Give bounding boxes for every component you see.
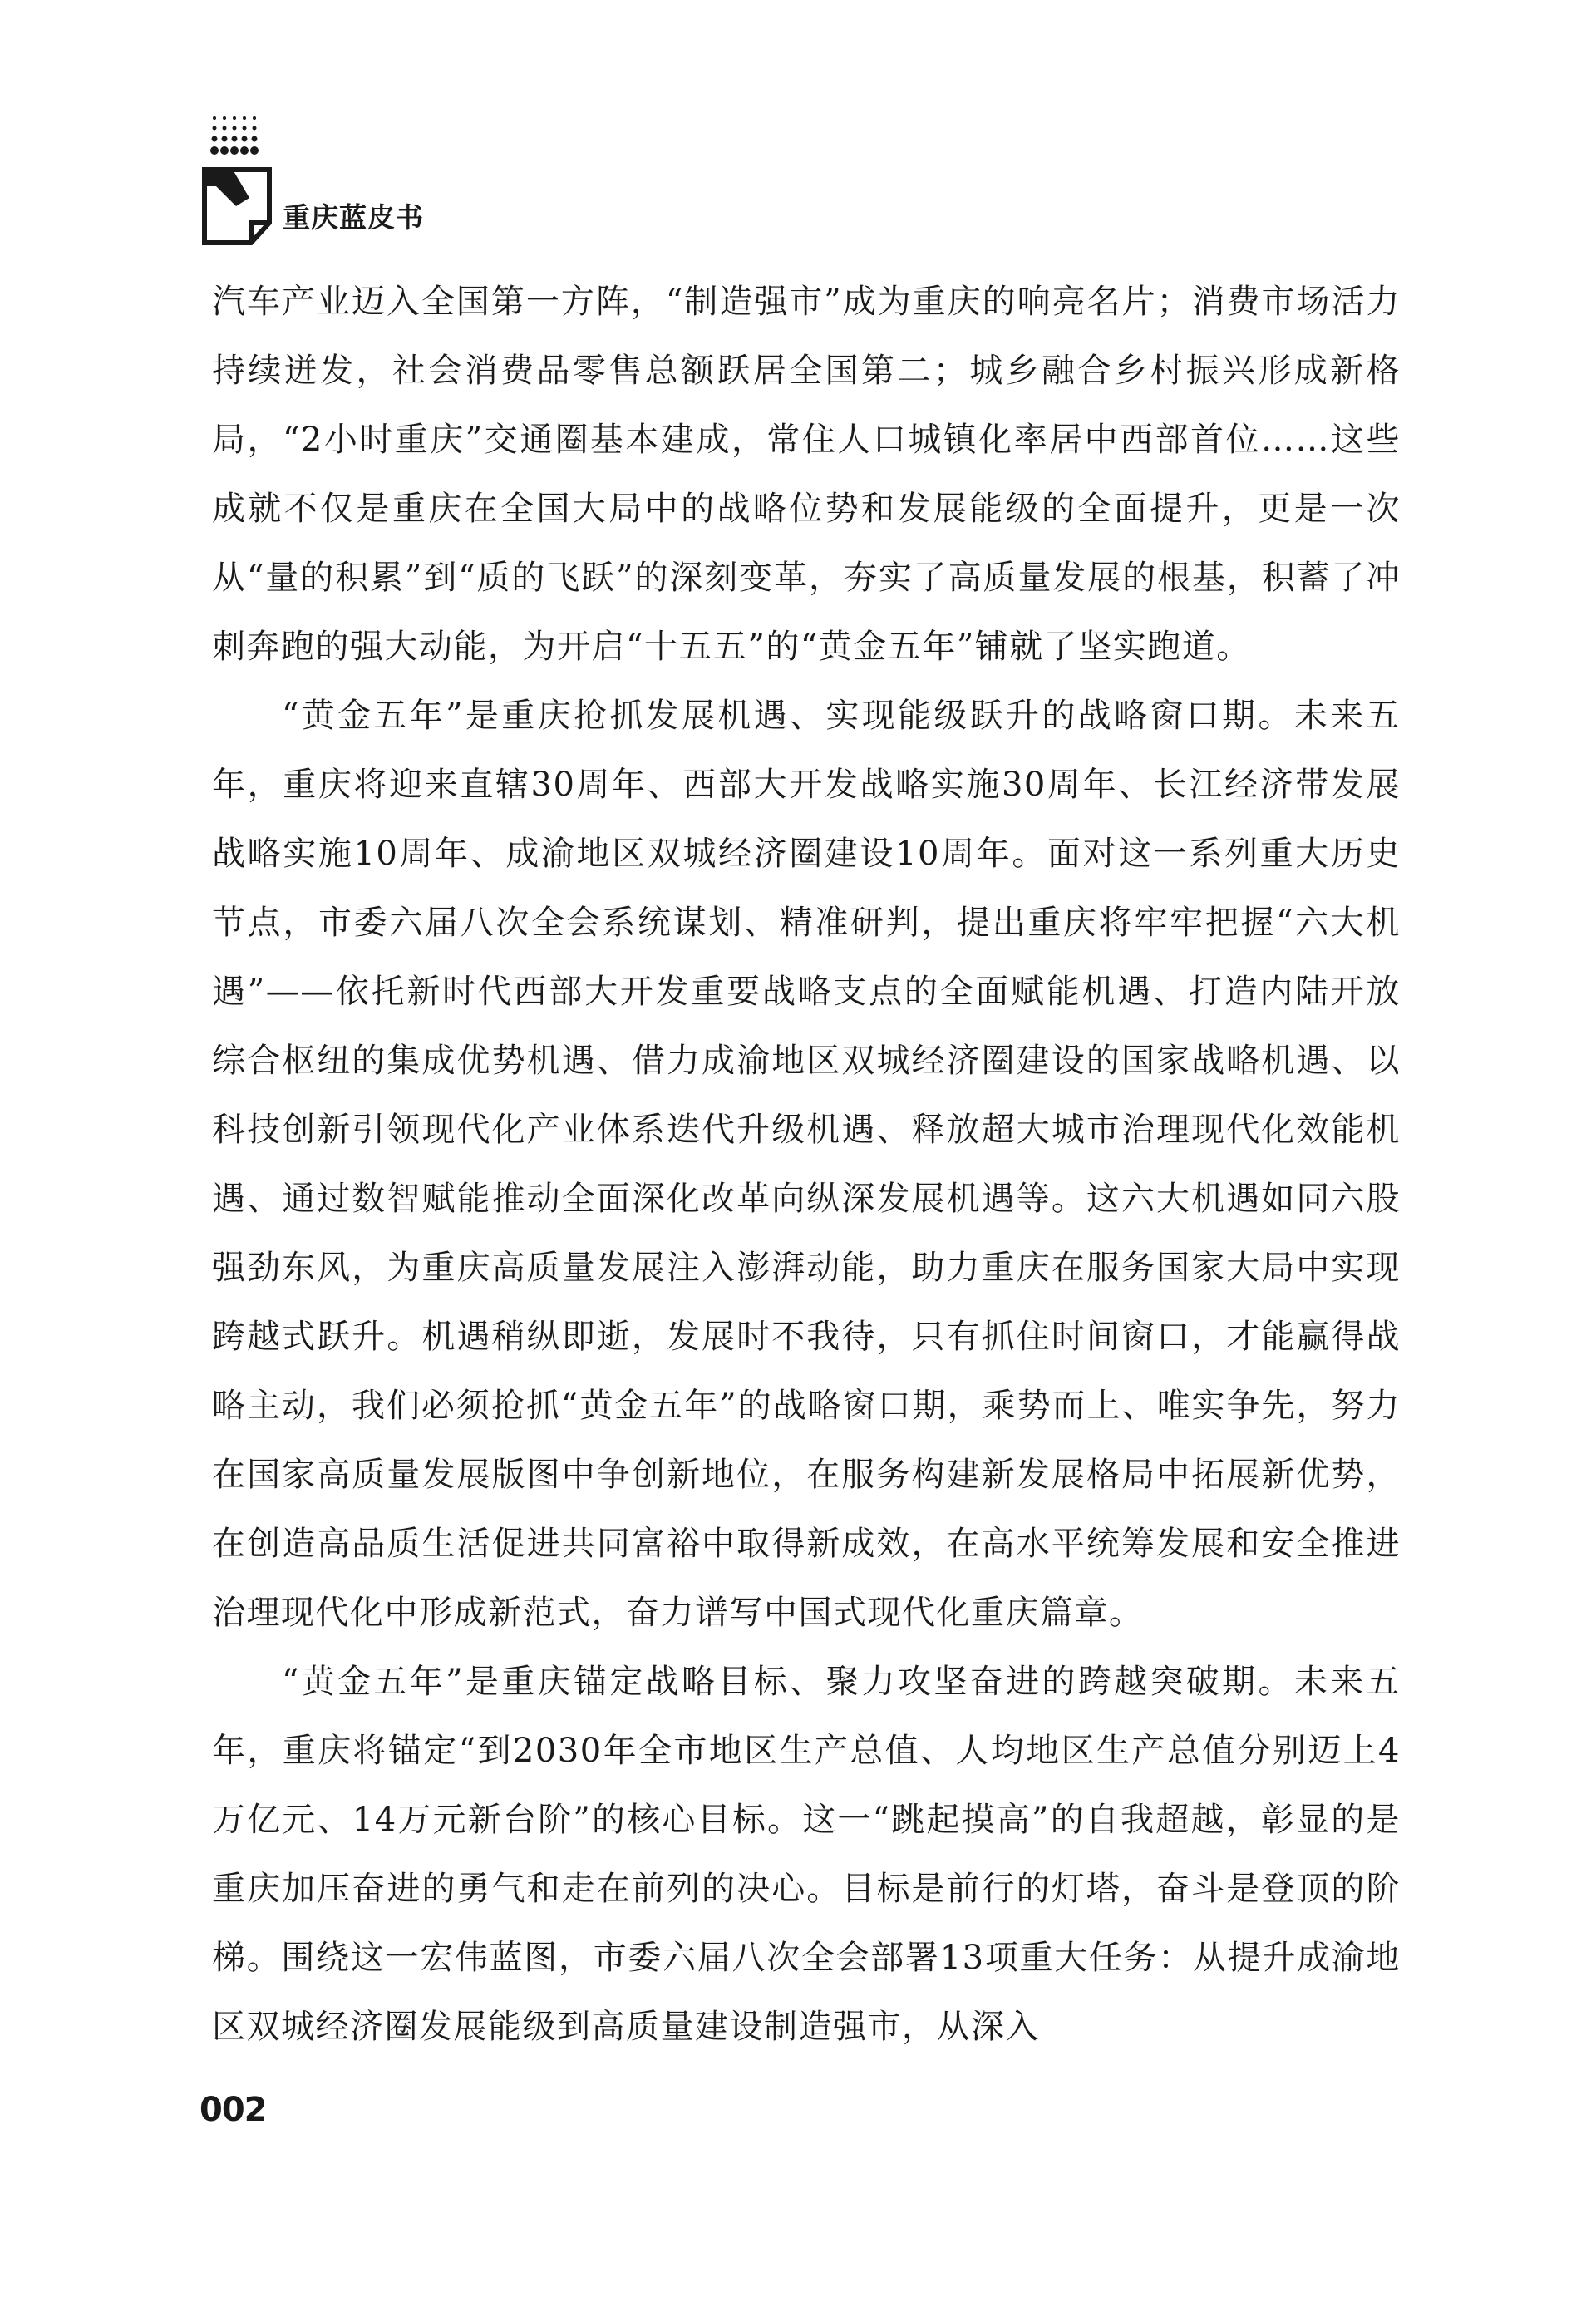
- book-corner-icon: [200, 165, 274, 248]
- paragraph: “黄金五年”是重庆抢抓发展机遇、实现能级跃升的战略窗口期。未来五年，重庆将迎来直辖30周年、西部大开发战略实施30周年、长江经济带发展战略实施10周年、成渝地区双城经济圈建设10周年。面对这一系列重大历史节点，市委六届八次全会系统谋划、精准研判，提出重庆将牢牢把握“六大机遇”——依托新时代西部大开发重要战略支点的全面赋能机遇、打造内陆开放综合枢纽的集成优势机遇、借力成渝地区双城经济圈建设的国家战略机遇、以科技创新引领现代化产业体系迭代升级机遇、释放超大城市治理现代化效能机遇、通过数智赋能推动全面深化改革向纵深发展机遇等。这六大机遇如同六股强劲东风，为重庆高质量发展注入澎湃动能，助力重庆在服务国家大局中实现跨越式跃升。机遇稍纵即逝，发展时不我待，只有抓住时间窗口，才能赢得战略主动，我们必须抢抓“黄金五年”的战略窗口期，乘势而上、唯实争先，努力在国家高质量发展版图中争创新地位，在服务构建新发展格局中拓展新优势，在创造高品质生活促进共同富裕中取得新成效，在高水平统筹发展和安全推进治理现代化中形成新范式，奋力谱写中国式现代化重庆篇章。: [212, 697, 1401, 1632]
- page-number: 002: [200, 2091, 267, 2129]
- document-body: [212, 268, 1401, 2062]
- series-title: 重庆蓝皮书: [283, 201, 424, 234]
- paragraph: 汽车产业迈入全国第一方阵，“制造强市”成为重庆的响亮名片；消费市场活力持续迸发，社会消费品零售总额跃居全国第二；城乡融合乡村振兴形成新格局，“2小时重庆”交通圈基本建成，常住人口城镇化率居中西部首位……这些成就不仅是重庆在全国大局中的战略位势和发展能级的全面提升，更是一次从“量的积累”到“质的飞跃”的深刻变革，夯实了高质量发展的根基，积蓄了冲刺奔跑的强大动能，为开启“十五五”的“黄金五年”铺就了坚实跑道。: [212, 283, 1401, 666]
- page-header: [200, 106, 532, 256]
- dot-pattern-icon: [209, 115, 268, 165]
- paragraph: “黄金五年”是重庆锚定战略目标、聚力攻坚奋进的跨越突破期。未来五年，重庆将锚定“到2030年全市地区生产总值、人均地区生产总值分别迈上4万亿元、14万元新台阶”的核心目标。这一“跳起摸高”的自我超越，彰显的是重庆加压奋进的勇气和走在前列的决心。目标是前行的灯塔，奋斗是登顶的阶梯。围绕这一宏伟蓝图，市委六届八次全会部署13项重大任务：从提升成渝地区双城经济圈发展能级到高质量建设制造强市，从深入: [212, 1663, 1401, 2046]
